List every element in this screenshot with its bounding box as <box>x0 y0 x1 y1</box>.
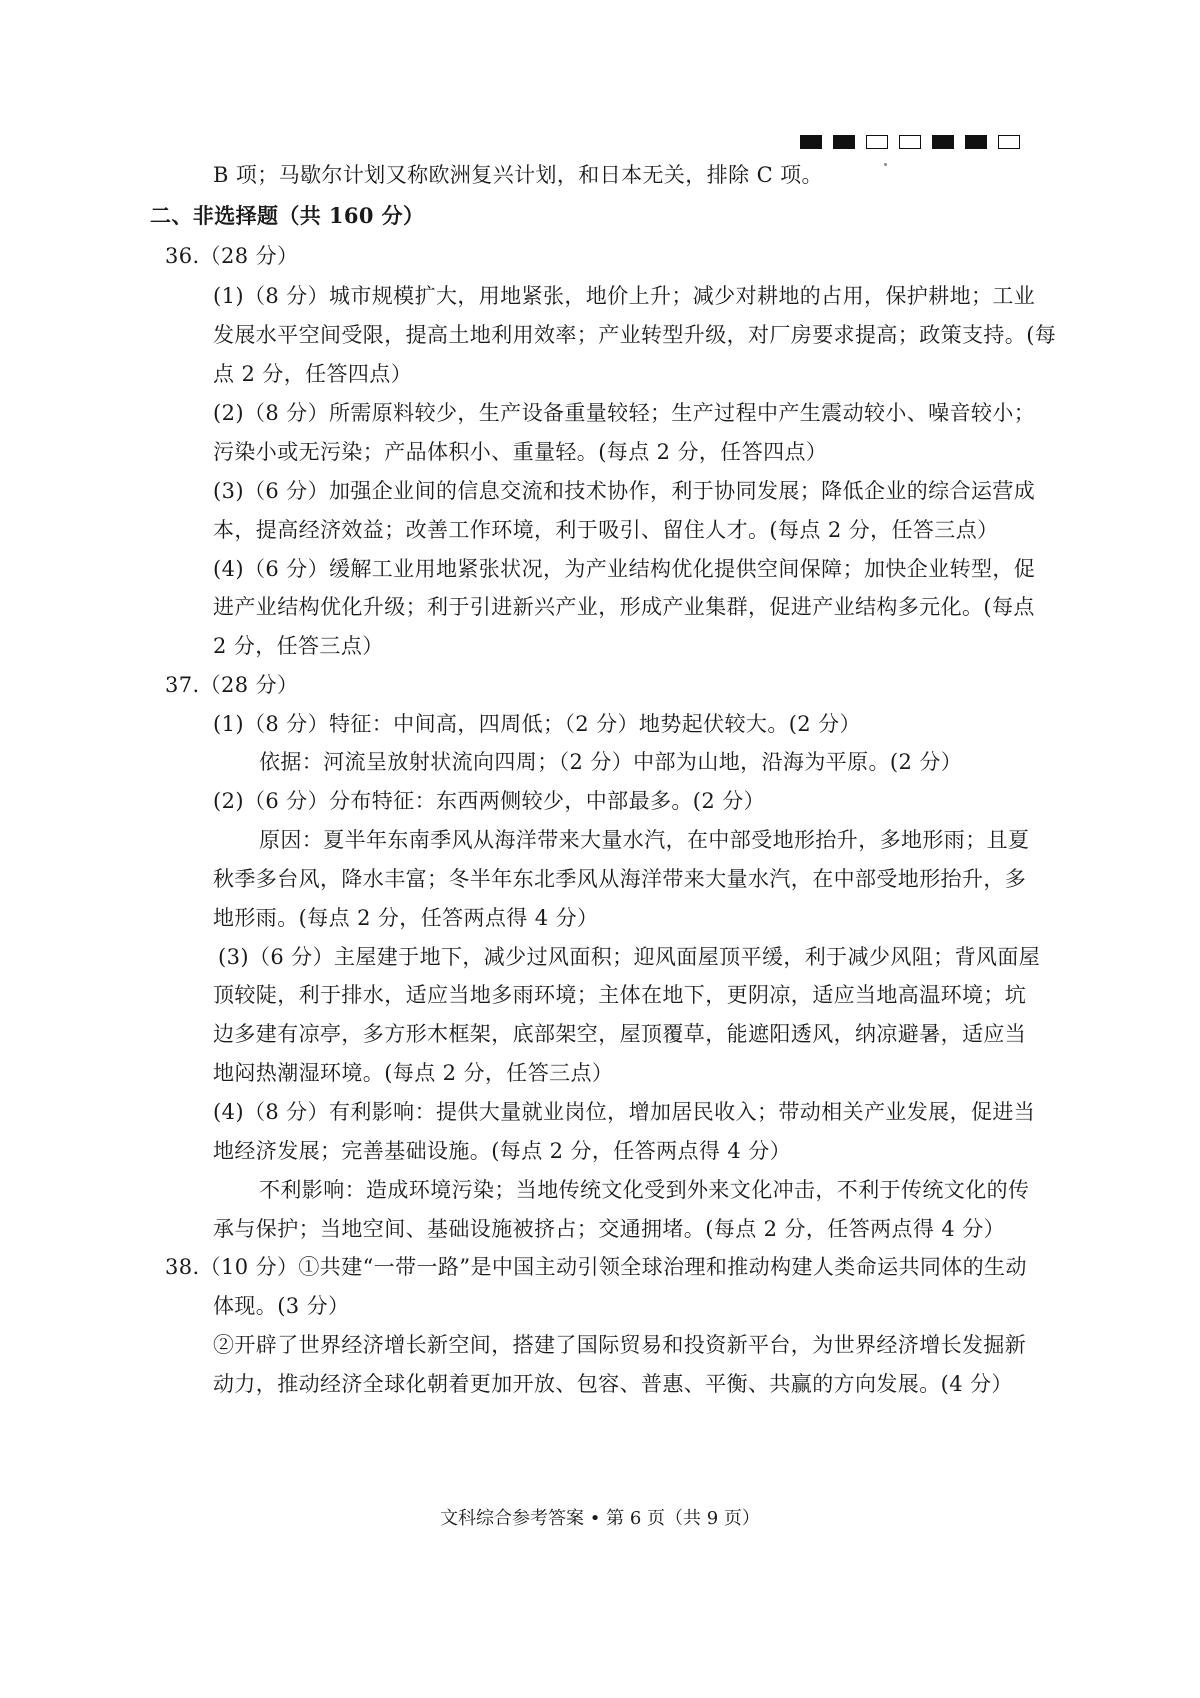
text-line: 顶较陡，利于排水，适应当地多雨环境；主体在地下，更阴凉，适应当地高温环境；坑 <box>213 983 1027 1007</box>
text-line: ②开辟了世界经济增长新空间，搭建了国际贸易和投资新平台，为世界经济增长发掘新 <box>213 1333 1027 1357</box>
text-line: (3)（6 分）主屋建于地下，减少过风面积；迎风面屋顶平缓，利于减少风阻；背风面屋 <box>218 945 1041 969</box>
text-line: (4)（8 分）有利影响：提供大量就业岗位，增加居民收入；带动相关产业发展，促进当 <box>213 1100 1036 1124</box>
text-line: 污染小或无污染；产品体积小、重量轻。(每点 2 分，任答四点） <box>213 440 828 464</box>
header-mark <box>965 135 987 149</box>
text-line: 秋季多台风，降水丰富；冬半年东北季风从海洋带来大量水汽，在中部受地形抬升，多 <box>213 867 1027 891</box>
text-line: 2 分，任答三点） <box>213 634 384 658</box>
text-line: (1)（8 分）特征：中间高，四周低；（2 分）地势起伏较大。(2 分） <box>213 712 861 736</box>
text-line: 发展水平空间受限，提高土地利用效率；产业转型升级，对厂房要求提高；政策支持。(每 <box>213 323 1057 347</box>
text-line: 地经济发展；完善基础设施。(每点 2 分，任答两点得 4 分） <box>213 1139 792 1163</box>
header-mark <box>833 135 855 149</box>
text-line: 36.（28 分） <box>165 244 299 268</box>
text-line: (3)（6 分）加强企业间的信息交流和技术协作，利于协同发展；降低企业的综合运营成 <box>213 479 1036 503</box>
text-line: (2)（8 分）所需原料较少，生产设备重量较轻；生产过程中产生震动较小、噪音较小； <box>213 401 1036 425</box>
scan-dot <box>884 163 887 166</box>
text-line: 37.（28 分） <box>165 673 299 697</box>
header-mark <box>866 135 888 149</box>
text-line: 本，提高经济效益；改善工作环境，利于吸引、留住人才。(每点 2 分，任答三点） <box>213 518 999 542</box>
header-mark <box>932 135 954 149</box>
text-line: B 项；马歇尔计划又称欧洲复兴计划，和日本无关，排除 C 项。 <box>213 163 823 187</box>
header-mark <box>800 135 822 149</box>
text-line: 不利影响：造成环境污染；当地传统文化受到外来文化冲击，不利于传统文化的传 <box>259 1178 1030 1202</box>
text-line: 进产业结构优化升级；利于引进新兴产业，形成产业集群，促进产业结构多元化。(每点 <box>213 595 1035 619</box>
text-line: 体现。(3 分） <box>213 1294 350 1318</box>
text-line: 二、非选择题（共 160 分） <box>150 203 425 228</box>
page-footer: 文科综合参考答案 • 第 6 页（共 9 页） <box>440 1508 760 1529</box>
text-line: (1)（8 分）城市规模扩大，用地紧张，地价上升；减少对耕地的占用，保护耕地；工业 <box>213 284 1036 308</box>
header-mark <box>998 135 1020 149</box>
text-line: (4)（6 分）缓解工业用地紧张状况，为产业结构优化提供空间保障；加快企业转型，促 <box>213 557 1036 581</box>
text-line: 原因：夏半年东南季风从海洋带来大量水汽，在中部受地形抬升，多地形雨；且夏 <box>259 828 1030 852</box>
text-line: (2)（6 分）分布特征：东西两侧较少，中部最多。(2 分） <box>213 789 766 813</box>
text-line: 依据：河流呈放射状流向四周；（2 分）中部为山地，沿海为平原。(2 分） <box>259 750 963 774</box>
text-line: 动力，推动经济全球化朝着更加开放、包容、普惠、平衡、共赢的方向发展。(4 分） <box>213 1372 1013 1396</box>
header-marks <box>800 135 1020 149</box>
text-line: 地形雨。(每点 2 分，任答两点得 4 分） <box>213 906 599 930</box>
text-line: 点 2 分，任答四点） <box>213 362 413 386</box>
text-line: 边多建有凉亭，多方形木框架，底部架空，屋顶覆草，能遮阳透风，纳凉避暑，适应当 <box>213 1022 1027 1046</box>
text-line: 38.（10 分）①共建“一带一路”是中国主动引领全球治理和推动构建人类命运共同体的生动 <box>165 1255 1027 1279</box>
header-mark <box>899 135 921 149</box>
text-line: 地闷热潮湿环境。(每点 2 分，任答三点） <box>213 1061 614 1085</box>
text-line: 承与保护；当地空间、基础设施被挤占；交通拥堵。(每点 2 分，任答两点得 4 分） <box>213 1217 1006 1241</box>
